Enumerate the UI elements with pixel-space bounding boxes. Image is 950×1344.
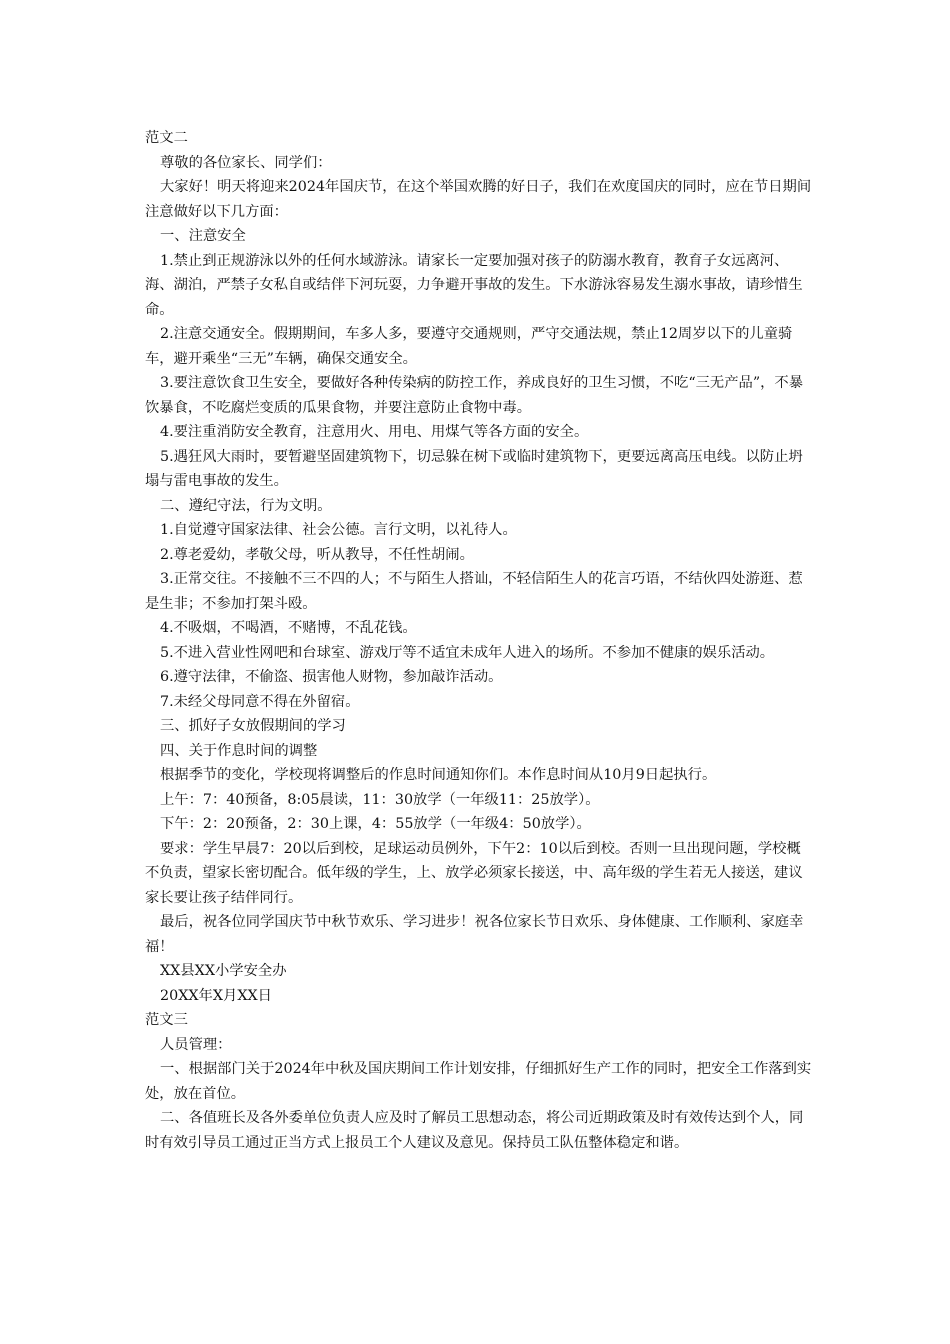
intro-paragraph: 大家好！明天将迎来2024年国庆节，在这个举国欢腾的好日子，我们在欢度国庆的同时，应在节日期间注意做好以下几方面： [145,179,812,220]
safety-item-3: 3.要注意饮食卫生安全，要做好各种传染病的防控工作，养成良好的卫生习惯，不吃“三无产品”，不暴饮暴食，不吃腐烂变质的瓜果食物，并要注意防止食物中毒。 [145,375,804,416]
schedule-morning: 上午：7：40预备，8:05晨读，11：30放学（一年级11：25放学）。 [160,791,600,808]
safety-item-2: 2.注意交通安全。假期期间，车多人多，要遵守交通规则，严守交通法规，禁止12周岁以下的儿童骑车，避开乘坐“三无”车辆，确保交通安全。 [145,326,793,367]
discipline-item-1: 1.自觉遵守国家法律、社会公德。言行文明，以礼待人。 [160,522,517,538]
schedule-afternoon: 下午：2：20预备，2：30上课，4：55放学（一年级4：50放学）。 [160,816,591,832]
discipline-item-3: 3.正常交往。不接触不三不四的人；不与陌生人搭讪，不轻信陌生人的花言巧语，不结伙四处游逛、惹是生非；不参加打架斗殴。 [145,571,803,612]
heading-schedule: 四、关于作息时间的调整 [160,742,318,759]
heading-safety: 一、注意安全 [160,228,246,244]
schedule-requirements: 要求：学生早晨7：20以后到校，足球运动员例外，下午2：10以后到校。否则一旦出现问题，学校概不负责，望家长密切配合。低年级的学生，上、放学必须家长接送，中、高年级的学生若无人接送，建议家长要让孩子结伴同行。 [145,840,803,906]
heading-discipline: 二、遵纪守法，行为文明。 [160,497,332,514]
safety-item-4: 4.要注重消防安全教育，注意用火、用电、用煤气等各方面的安全。 [160,424,589,440]
schedule-intro: 根据季节的变化，学校现将调整后的作息时间通知你们。本作息时间从10月9日起执行。 [160,767,717,783]
safety-item-5: 5.遇狂风大雨时，要暂避坚固建筑物下，切忌躲在树下或临时建筑物下，更要远离高压电线。以防止坍塌与雷电事故的发生。 [145,448,803,489]
discipline-item-2: 2.尊老爱幼，孝敬父母，听从教导，不任性胡闹。 [160,546,474,563]
section-title-fanwen-2: 范文二 [145,130,188,146]
document-body [145,126,815,1155]
heading-study: 三、抓好子女放假期间的学习 [160,718,346,734]
section-title-fanwen-3: 范文三 [145,1012,188,1028]
discipline-item-4: 4.不吸烟，不喝酒，不赌博，不乱花钱。 [160,620,417,636]
signature-date: 20XX年X月XX日 [160,987,272,1004]
signature-office: XX县XX小学安全办 [160,963,287,979]
safety-item-1: 1.禁止到正规游泳以外的任何水域游泳。请家长一定要加强对孩子的防溺水教育，教育子女远离河、海、湖泊，严禁子女私自或结伴下河玩耍，力争避开事故的发生。下水游泳容易发生溺水事故，请珍惜生命。 [145,252,803,318]
discipline-item-7: 7.未经父母同意不得在外留宿。 [160,693,360,710]
heading-personnel: 人员管理： [160,1036,232,1053]
discipline-item-6: 6.遵守法律，不偷盗、损害他人财物，参加敲诈活动。 [160,669,503,685]
personnel-item-1: 一、根据部门关于2024年中秋及国庆期间工作计划安排，仔细抓好生产工作的同时，把安全工作落到实处，放在首位。 [145,1061,812,1102]
discipline-item-5: 5.不进入营业性网吧和台球室、游戏厅等不适宜未成年人进入的场所。不参加不健康的娱乐活动。 [160,644,775,661]
personnel-item-2: 二、各值班长及各外委单位负责人应及时了解员工思想动态，将公司近期政策及时有效传达到个人，同时有效引导员工通过正当方式上报员工个人建议及意见。保持员工队伍整体稳定和谐。 [145,1110,804,1151]
salutation: 尊敬的各位家长、同学们： [160,154,332,171]
closing-wishes: 最后，祝各位同学国庆节中秋节欢乐、学习进步！祝各位家长节日欢乐、身体健康、工作顺利、家庭幸福！ [145,914,804,955]
